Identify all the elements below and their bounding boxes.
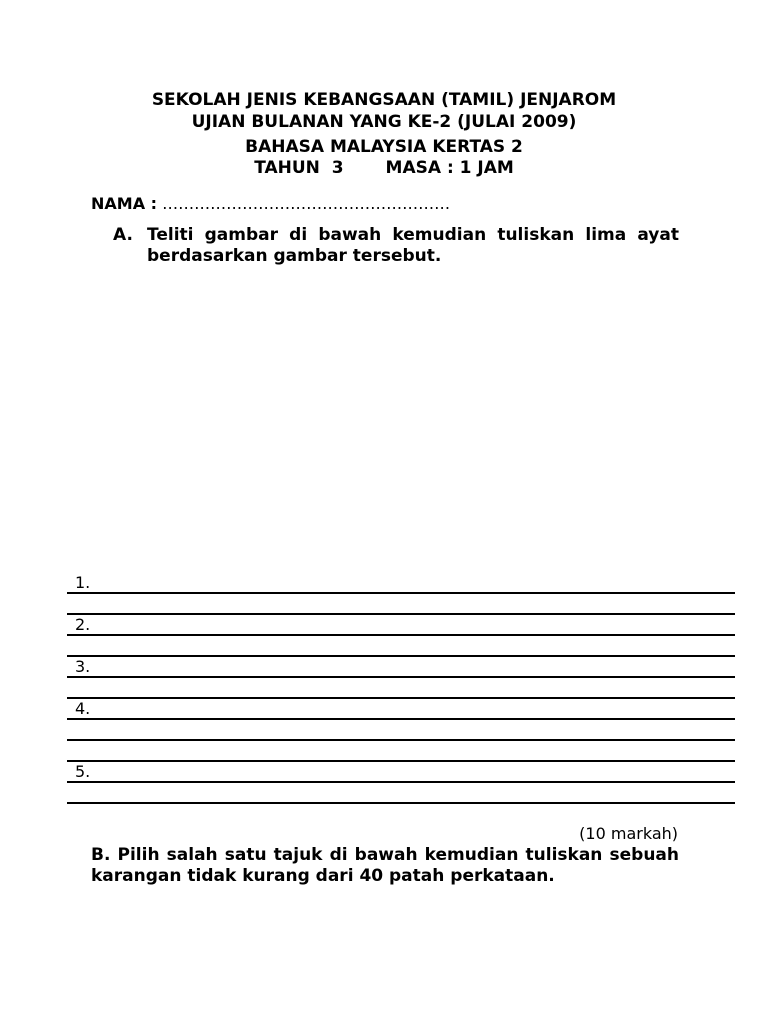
section-a-text: Teliti gambar di bawah kemudian tuliskan lima ayat berdasarkan gambar tersebut. (147, 225, 679, 266)
duration-label: MASA : 1 JAM (385, 158, 514, 178)
answer-line[interactable] (67, 592, 735, 594)
answer-line[interactable] (67, 781, 735, 783)
exam-title: UJIAN BULANAN YANG KE-2 (JULAI 2009) (191, 112, 577, 132)
answer-line[interactable] (67, 676, 735, 678)
name-dotted-line[interactable]: ……………………………………………… (162, 194, 451, 213)
school-name: SEKOLAH JENIS KEBANGSAAN (TAMIL) JENJAROM (151, 90, 617, 110)
answer-line[interactable] (67, 613, 735, 615)
answer-line[interactable] (67, 760, 735, 762)
answer-number-1: 1. (75, 573, 91, 592)
name-field (91, 193, 450, 214)
answer-line[interactable] (67, 718, 735, 720)
name-label: NAMA : (91, 194, 158, 213)
section-a-marker: A. (113, 225, 133, 245)
answer-number-2: 2. (75, 615, 91, 634)
picture-area (91, 270, 679, 560)
answer-number-3: 3. (75, 657, 91, 676)
marks-label: (10 markah) (579, 824, 678, 843)
answer-line[interactable] (67, 697, 735, 699)
answer-line[interactable] (67, 739, 735, 741)
subject-title: BAHASA MALAYSIA KERTAS 2 (245, 137, 523, 157)
year-label: TAHUN 3 (254, 158, 344, 178)
section-b-instruction (91, 845, 679, 887)
section-a-instruction (113, 225, 679, 267)
answer-line[interactable] (67, 802, 735, 804)
answer-number-4: 4. (75, 699, 91, 718)
answer-line[interactable] (67, 634, 735, 636)
year-duration-row (0, 158, 768, 179)
answer-number-5: 5. (75, 762, 91, 781)
answer-line[interactable] (67, 655, 735, 657)
section-b-text: Pilih salah satu tajuk di bawah kemudian tuliskan sebuah karangan tidak kurang dari 40 patah perkataan. (91, 845, 679, 886)
section-b-marker: B. (91, 845, 111, 865)
